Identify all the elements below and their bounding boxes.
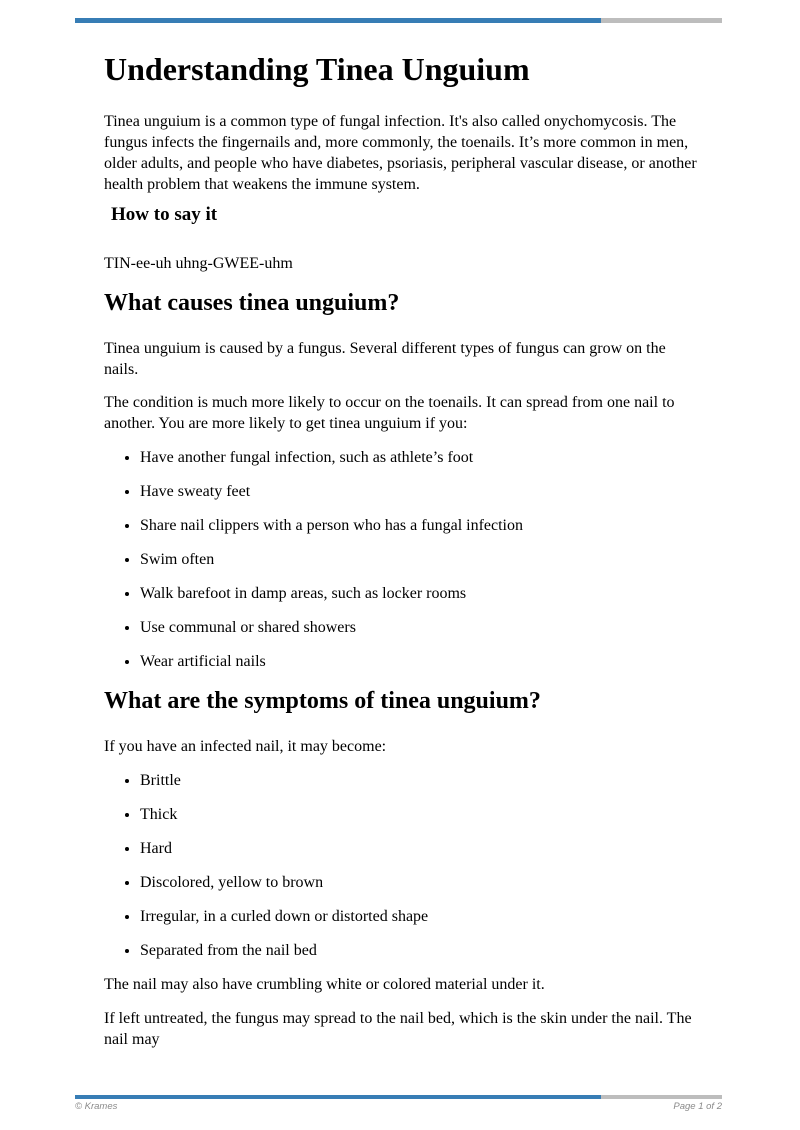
footer-page-number: Page 1 of 2 bbox=[673, 1101, 722, 1112]
page-title: Understanding Tinea Unguium bbox=[104, 51, 530, 87]
footer-rule-gray-segment bbox=[601, 1095, 722, 1099]
list-item: • Brittle bbox=[140, 770, 702, 791]
list-item: • Thick bbox=[140, 804, 702, 825]
footer-copyright: © Krames bbox=[75, 1101, 118, 1112]
list-item: • Walk barefoot in damp areas, such as locker rooms bbox=[140, 583, 702, 604]
list-item: • Share nail clippers with a person who has a fungal infection bbox=[140, 515, 702, 536]
heading-what-are-symptoms: What are the symptoms of tinea unguium? bbox=[104, 688, 541, 714]
risk-factor-list bbox=[104, 447, 702, 672]
footer-rule bbox=[75, 1095, 722, 1099]
causes-paragraph-1: Tinea unguium is caused by a fungus. Several different types of fungus can grow on the nails. bbox=[104, 340, 666, 378]
list-item: • Discolored, yellow to brown bbox=[140, 872, 702, 893]
heading-how-to-say-it: How to say it bbox=[111, 204, 218, 225]
list-item: • Swim often bbox=[140, 549, 702, 570]
footer-rule-blue-segment bbox=[75, 1095, 601, 1099]
heading-what-causes: What causes tinea unguium? bbox=[104, 290, 400, 316]
symptoms-paragraph-2: The nail may also have crumbling white or colored material under it. bbox=[104, 976, 545, 993]
symptoms-paragraph-3: If left untreated, the fungus may spread to the nail bed, which is the skin under the nail. The nail may bbox=[104, 1010, 692, 1048]
list-item: • Hard bbox=[140, 838, 702, 859]
document-content bbox=[104, 0, 702, 1050]
list-item: • Irregular, in a curled down or distorted shape bbox=[140, 906, 702, 927]
list-item: • Use communal or shared showers bbox=[140, 617, 702, 638]
causes-paragraph-2: The condition is much more likely to occur on the toenails. It can spread from one nail to another. You are more likely to get tinea unguium if you: bbox=[104, 394, 675, 432]
symptom-list bbox=[104, 770, 702, 961]
page-footer bbox=[75, 1101, 722, 1113]
list-item: • Have another fungal infection, such as athlete’s foot bbox=[140, 447, 702, 468]
list-item: • Separated from the nail bed bbox=[140, 940, 702, 961]
pronunciation-text: TIN-ee-uh uhng-GWEE-uhm bbox=[104, 255, 293, 272]
intro-paragraph: Tinea unguium is a common type of fungal infection. It's also called onychomycosis. The fungus infects the fingernails and, more commonly, the toenails. It’s more common in men, older adults, and people who have diabetes, psoriasis, peripheral vascular disease, or another health problem that weakens the immune system. bbox=[104, 113, 697, 193]
list-item: • Have sweaty feet bbox=[140, 481, 702, 502]
list-item: • Wear artificial nails bbox=[140, 651, 702, 672]
symptoms-intro-paragraph: If you have an infected nail, it may become: bbox=[104, 738, 387, 755]
